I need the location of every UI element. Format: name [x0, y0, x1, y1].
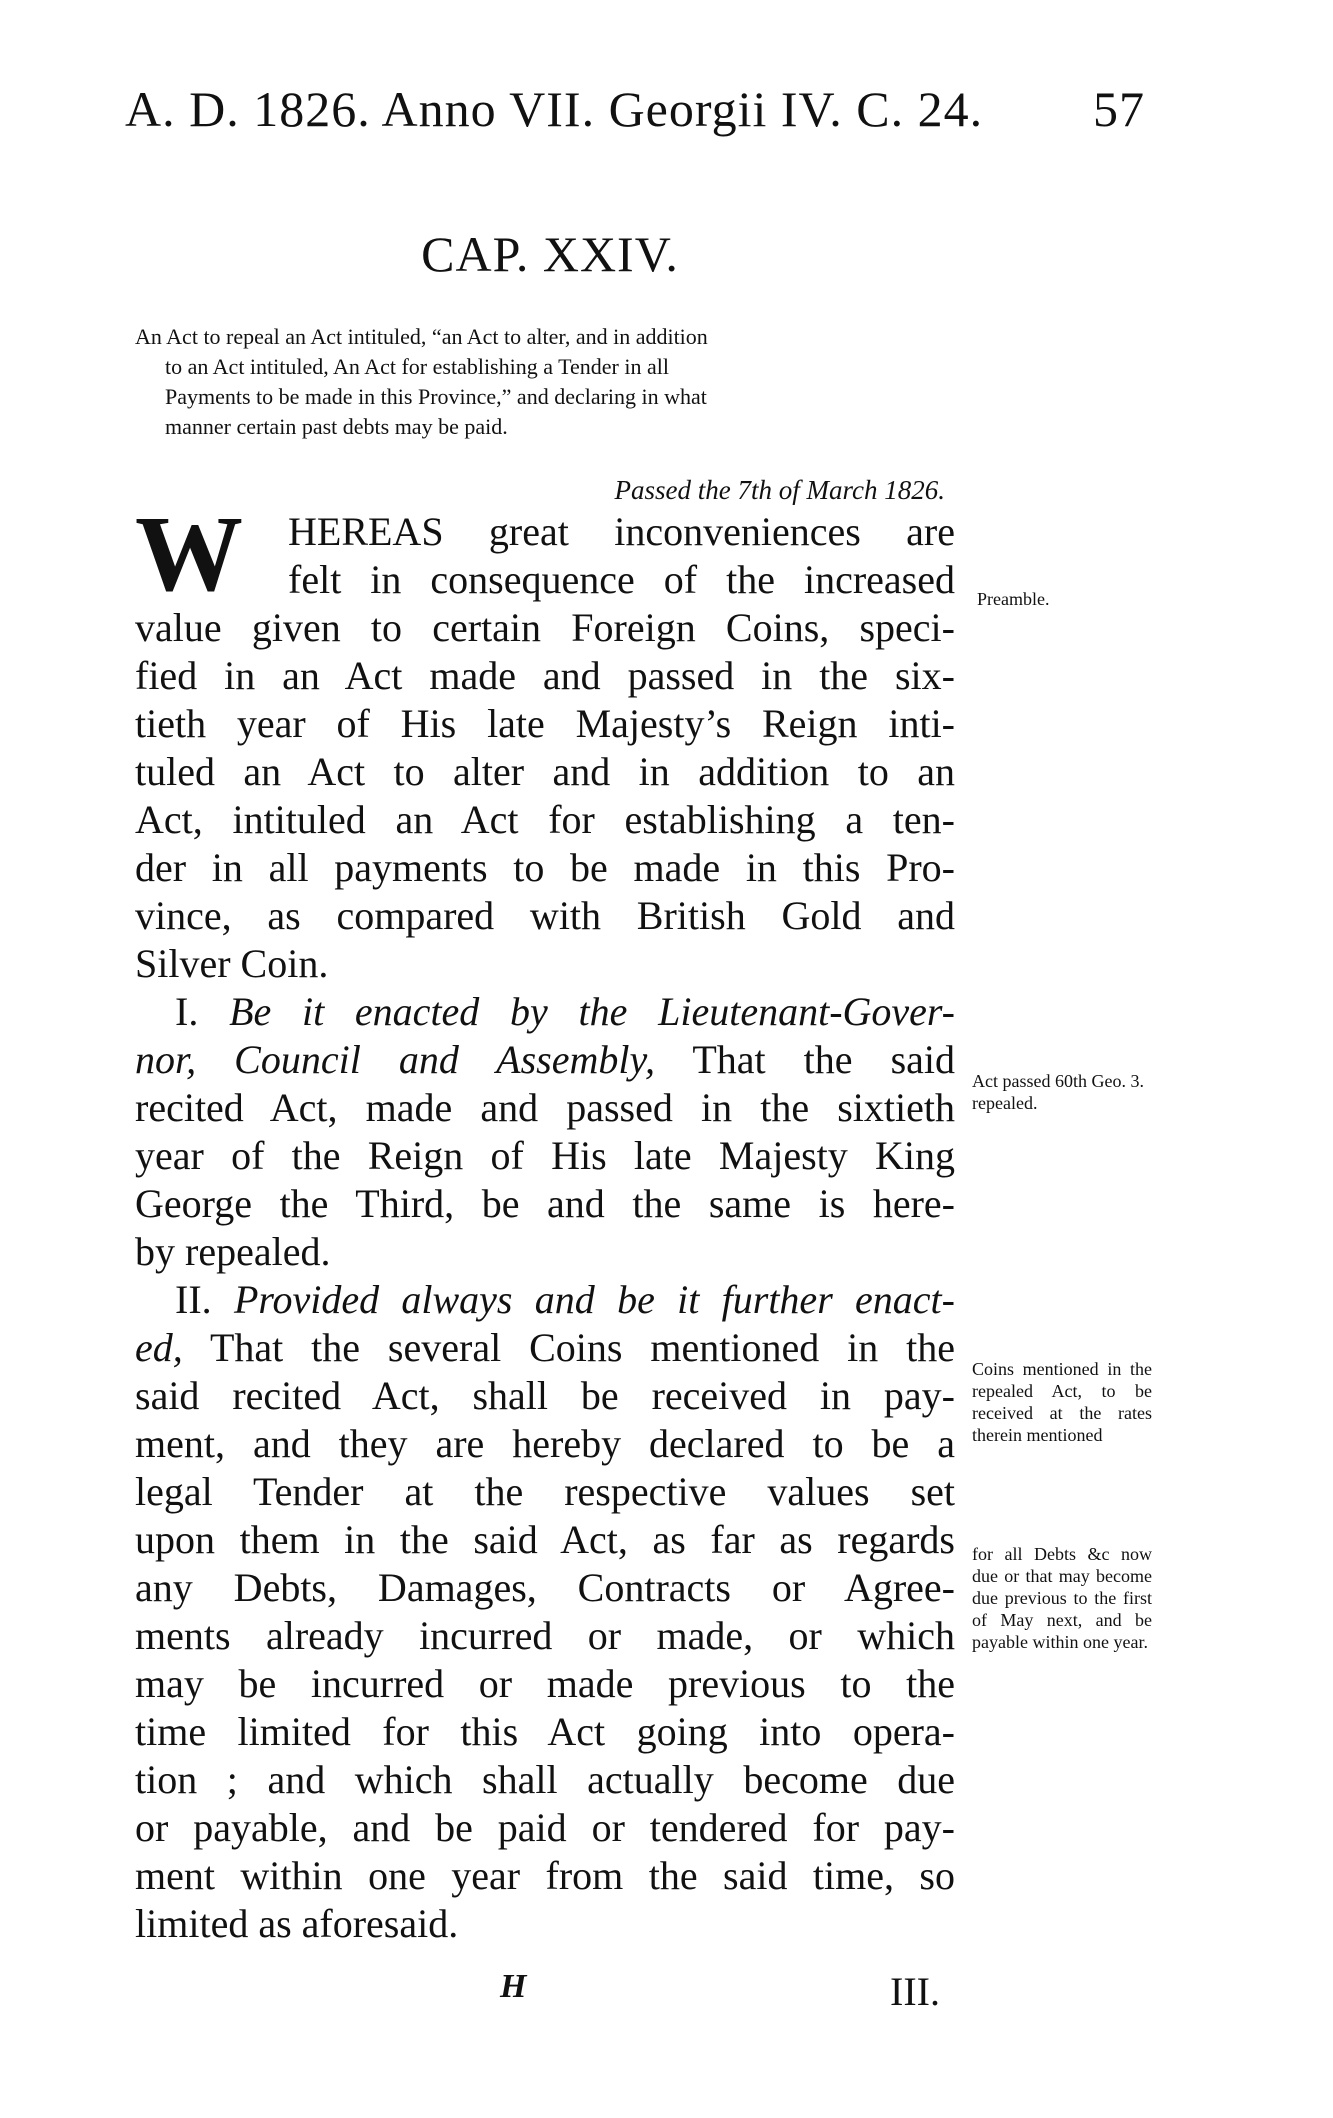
proviso-clause: Provided always and be it further enact- — [233, 1277, 955, 1322]
chapter-heading: CAP. XXIV. — [421, 226, 679, 282]
running-head — [125, 80, 1145, 160]
section-1-first-line — [135, 988, 955, 1036]
section-number: I. — [175, 989, 199, 1034]
text-line: fied in an Act made and passed in the six- — [135, 653, 955, 698]
text-line: ment, and they are hereby declared to be a — [135, 1421, 955, 1466]
text-line: or payable, and be paid or tendered for pay- — [135, 1805, 955, 1850]
section-2-second-line — [135, 1324, 955, 1372]
text-line: recited Act, made and passed in the sixtieth — [135, 1085, 955, 1130]
act-title — [135, 322, 945, 442]
section-number: II. — [175, 1277, 212, 1322]
text-line: vince, as compared with British Gold and — [135, 893, 955, 938]
text-line: felt in consequence of the increased — [288, 557, 955, 602]
section-1-second-line — [135, 1036, 955, 1084]
section-2-first-line — [135, 1276, 955, 1324]
passed-date: Passed the 7th of March 1826. — [614, 475, 945, 505]
text-line: said recited Act, shall be received in pay- — [135, 1373, 955, 1418]
text-line: HEREAS great inconveniences are — [288, 509, 955, 554]
text-line: ments already incurred or made, or which — [135, 1613, 955, 1658]
proviso-clause: ed, — [135, 1325, 183, 1370]
text-line: legal Tender at the respective values set — [135, 1469, 955, 1514]
text-line: by repealed. — [135, 1229, 331, 1274]
signature-mark: H — [500, 1968, 527, 2005]
page-number: 57 — [1093, 81, 1145, 137]
act-title-line: to an Act intituled, An Act for establishing a Tender in all — [165, 354, 669, 379]
text-line: year of the Reign of His late Majesty King — [135, 1133, 955, 1178]
text-line: may be incurred or made previous to the — [135, 1661, 955, 1706]
text-line: time limited for this Act going into opera- — [135, 1709, 955, 1754]
preamble-text — [135, 508, 955, 1948]
text-line: Act, intituled an Act for establishing a ten- — [135, 797, 955, 842]
enacting-clause: Be it enacted by the Lieutenant-Gover- — [229, 989, 955, 1034]
enacting-clause: nor, Council and Assembly, — [135, 1037, 656, 1082]
text-line: tion ; and which shall actually become due — [135, 1757, 955, 1802]
text-line: value given to certain Foreign Coins, speci- — [135, 605, 955, 650]
text-line: der in all payments to be made in this Pro- — [135, 845, 955, 890]
margin-note-repealed: Act passed 60th Geo. 3. repealed. — [972, 1071, 1144, 1113]
margin-note-debts: for all Debts &c now due or that may become due previous to the first of May next, and be payable within one year. — [972, 1544, 1152, 1652]
text-line: limited as aforesaid. — [135, 1901, 459, 1946]
act-title-line: Payments to be made in this Province,” and declaring in what — [165, 384, 707, 409]
text-fragment: That the said — [692, 1037, 956, 1082]
running-head-title: A. D. 1826. Anno VII. Georgii IV. C. 24. — [125, 81, 984, 137]
act-title-line: manner certain past debts may be paid. — [165, 414, 508, 439]
drop-cap: W — [135, 495, 243, 614]
text-fragment: That the several Coins mentioned in the — [209, 1325, 955, 1370]
text-line: upon them in the said Act, as far as regards — [135, 1517, 955, 1562]
act-title-line: An Act to repeal an Act intituled, “an Act to alter, and in addition — [135, 324, 708, 349]
margin-note-coins: Coins mentioned in the repealed Act, to be received at the rates therein mentioned — [972, 1359, 1152, 1445]
text-line: tuled an Act to alter and in addition to an — [135, 749, 955, 794]
text-line: any Debts, Damages, Contracts or Agree- — [135, 1565, 955, 1610]
text-line: Silver Coin. — [135, 941, 329, 986]
text-line: ment within one year from the said time, so — [135, 1853, 955, 1898]
text-line: George the Third, be and the same is here- — [135, 1181, 955, 1226]
text-line: tieth year of His late Majesty’s Reign inti- — [135, 701, 955, 746]
catchword: III. — [890, 1969, 940, 2014]
margin-note-preamble: Preamble. — [977, 589, 1050, 609]
